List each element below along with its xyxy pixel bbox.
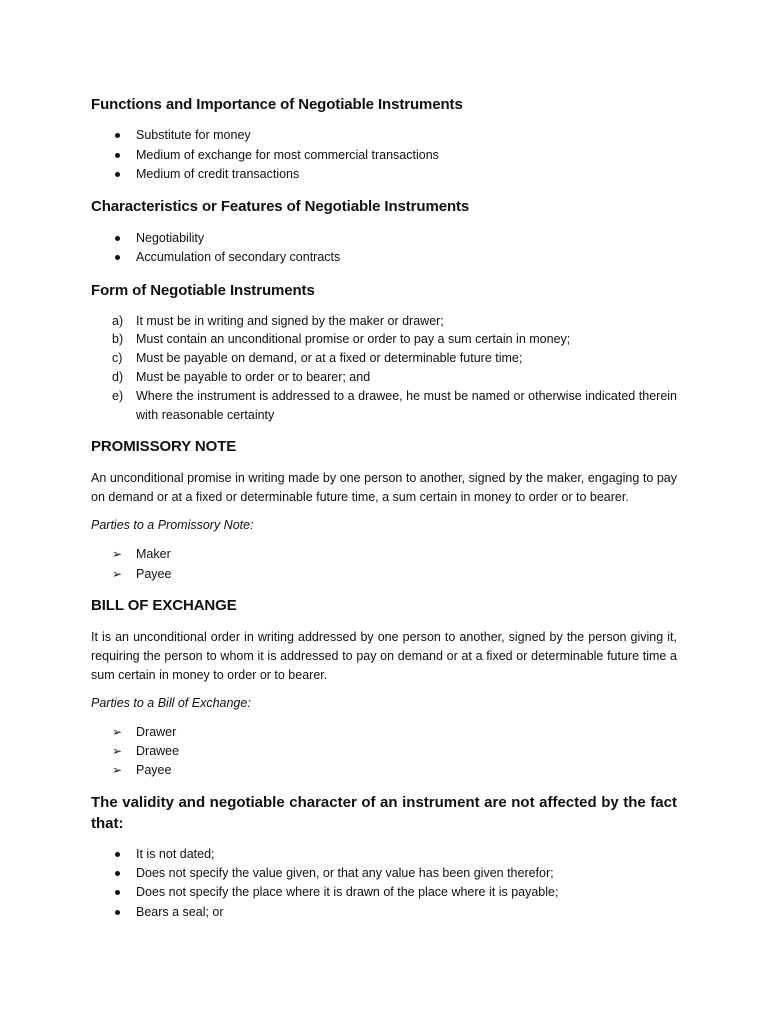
list-item-text: It must be in writing and signed by the maker or drawer;: [136, 314, 444, 328]
list-item-text: Bears a seal; or: [136, 905, 224, 919]
list-marker: e): [112, 389, 124, 403]
heading-characteristics: Characteristics or Features of Negotiable Instruments: [91, 198, 470, 215]
arrow-bullet-icon: ➢: [112, 725, 123, 739]
list-item-text: Payee: [136, 763, 172, 777]
bullet-icon: [115, 172, 120, 177]
list-marker: c): [112, 351, 123, 365]
promissory-definition: An unconditional promise in writing made by one person to another, signed by the maker, engaging to pay on demand or at a fixed or determinable future time, a sum certain in money to order or to bearer.: [91, 471, 677, 504]
list-item-text: Must be payable on demand, or at a fixed or determinable future time;: [136, 351, 523, 365]
list-item-text: Medium of exchange for most commercial transactions: [136, 148, 439, 162]
list-marker: b): [112, 332, 124, 346]
list-item-text: Drawer: [136, 725, 177, 739]
bullet-icon: [115, 852, 120, 857]
promissory-parties-label: Parties to a Promissory Note:: [91, 518, 254, 532]
list-item-text: Does not specify the place where it is drawn of the place where it is payable;: [136, 885, 559, 899]
list-item-text: Medium of credit transactions: [136, 167, 300, 181]
arrow-bullet-icon: ➢: [112, 763, 123, 777]
heading-form: Form of Negotiable Instruments: [91, 282, 315, 299]
bullet-icon: [115, 255, 120, 260]
list-item-text: Negotiability: [136, 231, 205, 245]
list-item-text: Drawee: [136, 744, 180, 758]
arrow-bullet-icon: ➢: [112, 744, 123, 758]
bullet-icon: [115, 236, 120, 241]
list-item-text: Maker: [136, 547, 171, 561]
bullet-icon: [115, 910, 120, 915]
bullet-icon: [115, 890, 120, 895]
list-item-text: It is not dated;: [136, 847, 215, 861]
heading-functions: Functions and Importance of Negotiable Instruments: [91, 96, 463, 113]
list-marker: a): [112, 314, 124, 328]
list-item-text: Payee: [136, 567, 172, 581]
heading-bill-of-exchange: BILL OF EXCHANGE: [91, 597, 237, 614]
heading-promissory-note: PROMISSORY NOTE: [91, 438, 237, 455]
heading-validity: The validity and negotiable character of an instrument are not affected by the fact that:: [91, 794, 677, 832]
arrow-bullet-icon: ➢: [112, 567, 123, 581]
bullet-icon: [115, 133, 120, 138]
bill-parties-label: Parties to a Bill of Exchange:: [91, 696, 251, 710]
bill-definition: It is an unconditional order in writing addressed by one person to another, signed by the person giving it, requiring the person to whom it is addressed to pay on demand or at a fixed or determinable future time a sum certain in money to order or to bearer.: [91, 630, 677, 682]
arrow-bullet-icon: ➢: [112, 547, 123, 561]
list-item-text: Must be payable to order or to bearer; and: [136, 370, 371, 384]
list-item-text: Must contain an unconditional promise or order to pay a sum certain in money;: [136, 332, 571, 346]
list-item-text: Where the instrument is addressed to a drawee, he must be named or otherwise indicated therein with reasonable certainty: [136, 389, 677, 422]
list-item-text: Does not specify the value given, or that any value has been given therefor;: [136, 866, 554, 880]
bullet-icon: [115, 153, 120, 158]
list-item-text: Substitute for money: [136, 128, 251, 142]
bullet-icon: [115, 871, 120, 876]
list-item-text: Accumulation of secondary contracts: [136, 250, 341, 264]
list-marker: d): [112, 370, 124, 384]
